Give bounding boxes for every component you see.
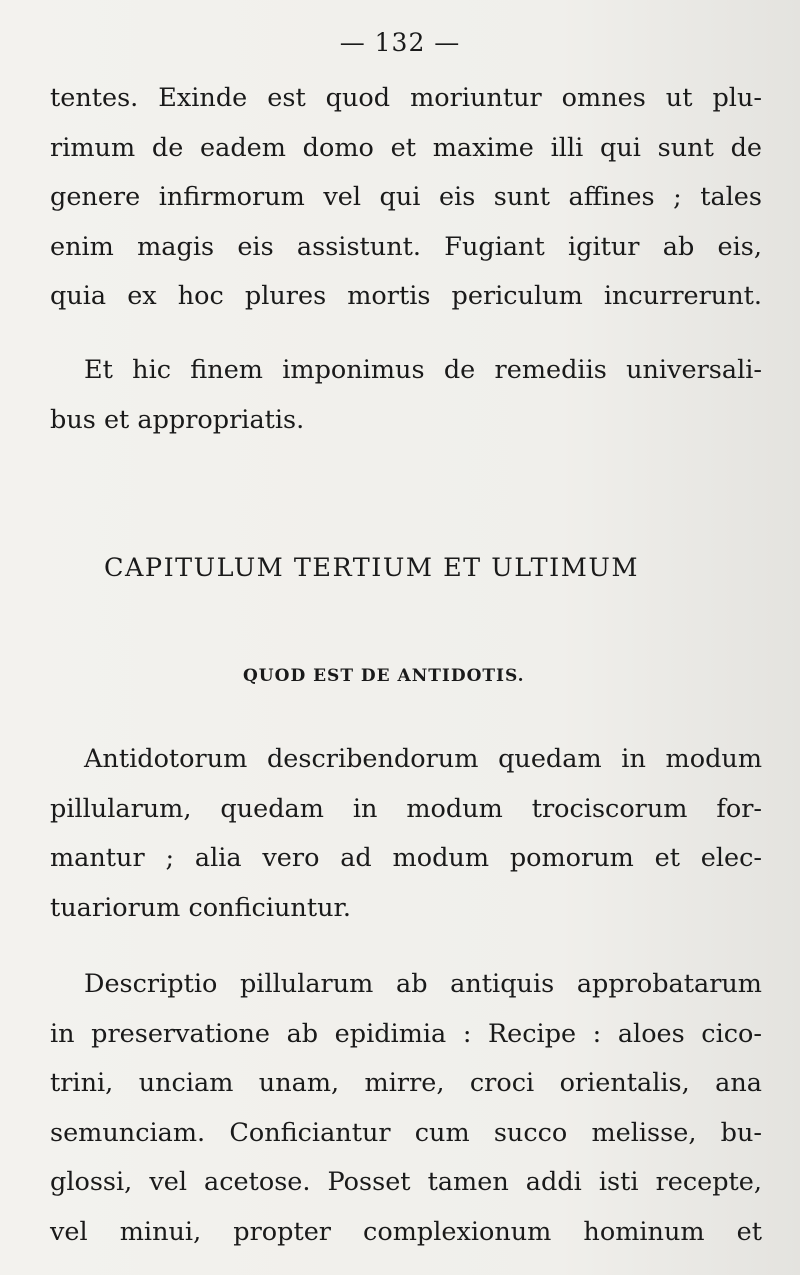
text-line: mantur ; alia vero ad modum pomorum et elec- bbox=[50, 843, 762, 873]
text-line: Et hic finem imponimus de remediis universali- bbox=[84, 355, 762, 385]
paragraph-closing-text bbox=[50, 74, 762, 322]
text-line: in preservatione ab epidimia : Recipe : aloes cico- bbox=[50, 1018, 762, 1049]
text-line: Antidotorum describendorum quedam in modum bbox=[84, 744, 762, 774]
chapter-subtitle: QUOD EST DE ANTIDOTIS. bbox=[243, 666, 525, 686]
text-line: glossi, vel acetose. Posset tamen addi isti recepte, bbox=[50, 1167, 762, 1197]
text-line: semunciam. Conficiantur cum succo melisse, bu- bbox=[50, 1117, 762, 1148]
text-line: quia ex hoc plures mortis periculum incurrerunt. bbox=[50, 281, 762, 311]
text-line: enim magis eis assistunt. Fugiant igitur ab eis, bbox=[50, 231, 762, 262]
text-line: genere infirmorum vel qui eis sunt affines ; tales bbox=[50, 182, 762, 212]
chapter-title: CAPITULUM TERTIUM ET ULTIMUM bbox=[104, 553, 639, 583]
text-line: trini, unciam unam, mirre, croci orientalis, ana bbox=[50, 1068, 762, 1098]
text-line: tentes. Exinde est quod moriuntur omnes ut plu- bbox=[50, 83, 762, 113]
text-line: rimum de eadem domo et maxime illi qui sunt de bbox=[50, 132, 762, 163]
page-number: — 132 — bbox=[339, 28, 461, 57]
paragraph-conclusion bbox=[50, 346, 762, 445]
text-line: vel minui, propter complexionum hominum et bbox=[50, 1216, 762, 1247]
paragraph-antidotes-intro bbox=[50, 735, 762, 933]
paragraph-pills-description bbox=[50, 960, 762, 1257]
text-line: Descriptio pillularum ab antiquis approbatarum bbox=[84, 969, 762, 999]
text-line: tuariorum conficiuntur. bbox=[50, 892, 351, 923]
text-line: bus et appropriatis. bbox=[50, 404, 305, 435]
text-line: pillularum, quedam in modum trociscorum for- bbox=[50, 793, 762, 824]
